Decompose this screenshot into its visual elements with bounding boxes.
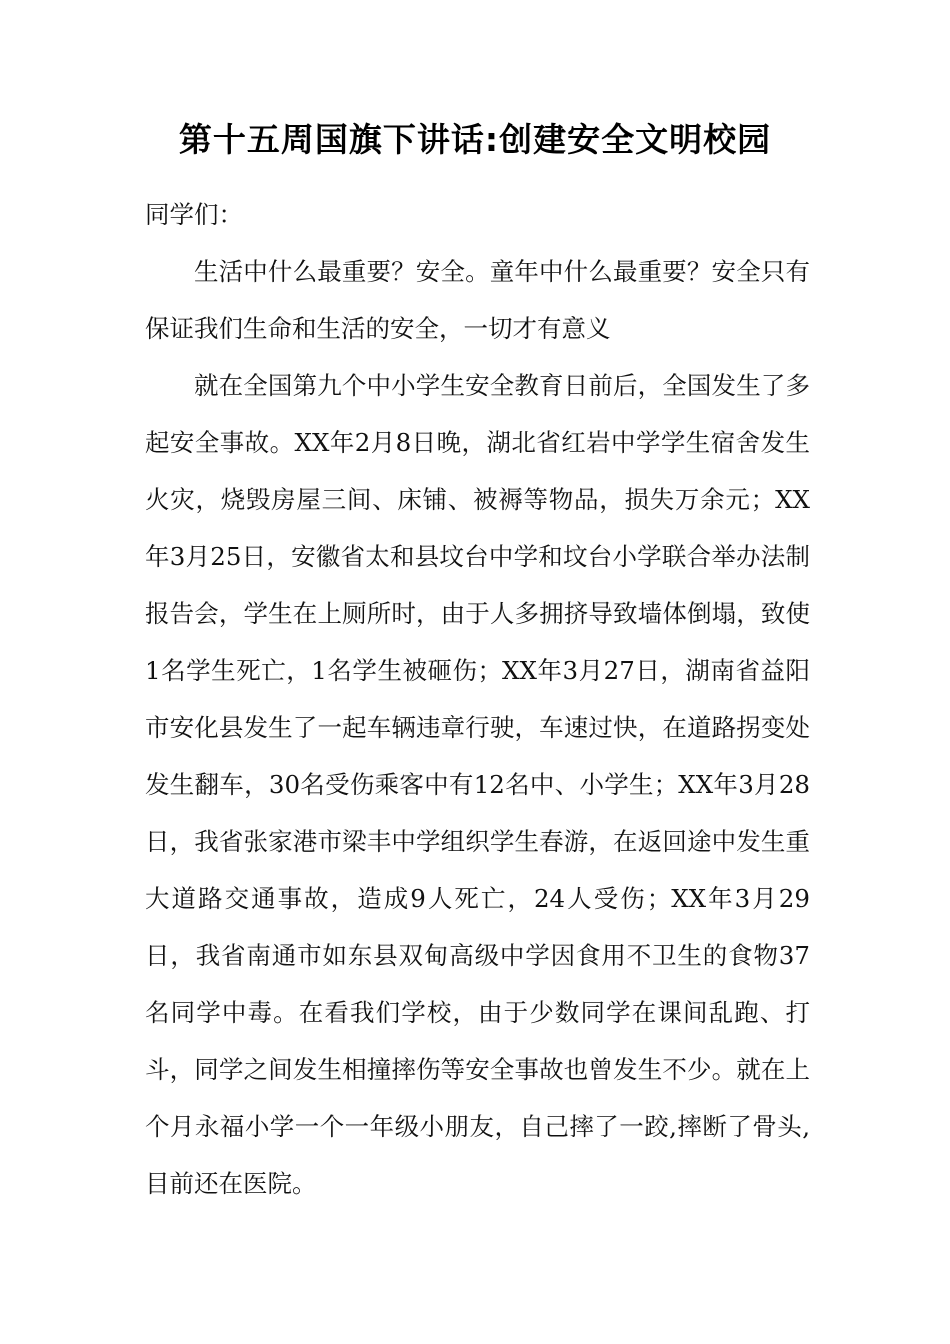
document-title: 第十五周国旗下讲话:创建安全文明校园 — [178, 120, 772, 159]
salutation: 同学们： — [145, 200, 243, 229]
paragraph: 生活中什么最重要？安全。童年中什么最重要？安全只有保证我们生命和生活的安全，一切才有意义 — [145, 257, 810, 343]
document-body — [145, 186, 810, 1212]
paragraph: 就在全国第九个中小学生安全教育日前后，全国发生了多起安全事故。XX年2月8日晚，湖北省红岩中学学生宿舍发生火灾，烧毁房屋三间、床铺、被褥等物品，损失万余元；XX年3月25日，安徽省太和县坟台中学和坟台小学联合举办法制报告会，学生在上厕所时，由于人多拥挤导致墙体倒塌，致使1名学生死亡，1名学生被砸伤；XX年3月27日，湖南省益阳市安化县发生了一起车辆违章行驶，车速过快，在道路拐变处发生翻车，30名受伤乘客中有12名中、小学生；XX年3月28日，我省张家港市梁丰中学组织学生春游，在返回途中发生重大道路交通事故，造成9人死亡，24人受伤；XX年3月29日，我省南通市如东县双甸高级中学因食用不卫生的食物37名同学中毒。在看我们学校，由于少数同学在课间乱跑、打斗，同学之间发生相撞摔伤等安全事故也曾发生不少。就在上个月永福小学一个一年级小朋友，自己摔了一跤,摔断了骨头,目前还在医院。 — [145, 371, 810, 1198]
